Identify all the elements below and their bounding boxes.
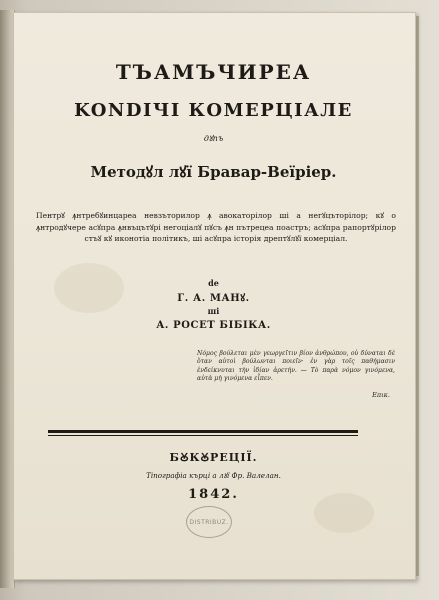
divider-rule-thick — [48, 430, 358, 433]
imprint-year: 1842. — [188, 487, 239, 502]
title-preposition: дꙋпъ — [203, 134, 224, 143]
epigraph-source: Επικ. — [372, 391, 390, 399]
title-line-2: KONDIЧI КОМЕРЦIАЛЕ — [74, 100, 353, 121]
method-title: Методꙋл лꙋї Бравар-Веїрiер. — [90, 163, 337, 181]
description-paragraph: Пентрꙋ ꙟнтребꙋинцареа невзъторилор ꙟ авокаторiлор шi а негꙋцъторiлор; кꙋ о ꙟнтродꙋчере асꙋпра ꙟнвъцътꙋрi негоцiалꙋ пꙋсъ ꙟн пътрецеа поастръ; асꙋпра рапортꙋрiлор стъꙋ кꙋ иконотiа полiтикъ, шi асꙋпра iсторiя дрептꙋлꙋї комерцiал. — [36, 211, 396, 243]
author-1: Г. А. МАНꙋ. — [177, 293, 250, 304]
imprint-printer: Тiпографiа кърцi а лꙋї Фр. Валелан. — [146, 471, 281, 480]
title-line-1: ТЪАМЪЧИРЕА — [115, 60, 312, 84]
by-word: de — [208, 278, 219, 288]
library-stamp: DISTRIBUZ. — [186, 506, 232, 538]
divider-rule-thin — [48, 435, 358, 436]
and-word: шi — [207, 306, 220, 316]
author-2: А. РОСЕТ БIБIКА. — [156, 320, 271, 331]
imprint-city: БꙊКꙊРЕЦIЇ. — [169, 451, 258, 464]
epigraph-text: Νόμος βούλεται μὲν γεωργεῖτιν βίον ἀνθρώπου, οὐ δύναται δὲ ὅταν αὐτοὶ βούλωνται ποιεῖν· ἐν γὰρ τοῖς παθήμασιν ἐνδείκνυται τὴν ἰδίαν ἀρετήν. — Τὸ παρὰ νόμον γινόμενα, αὐτὰ μὴ γινόμενα εἶπεν. — [197, 350, 395, 383]
